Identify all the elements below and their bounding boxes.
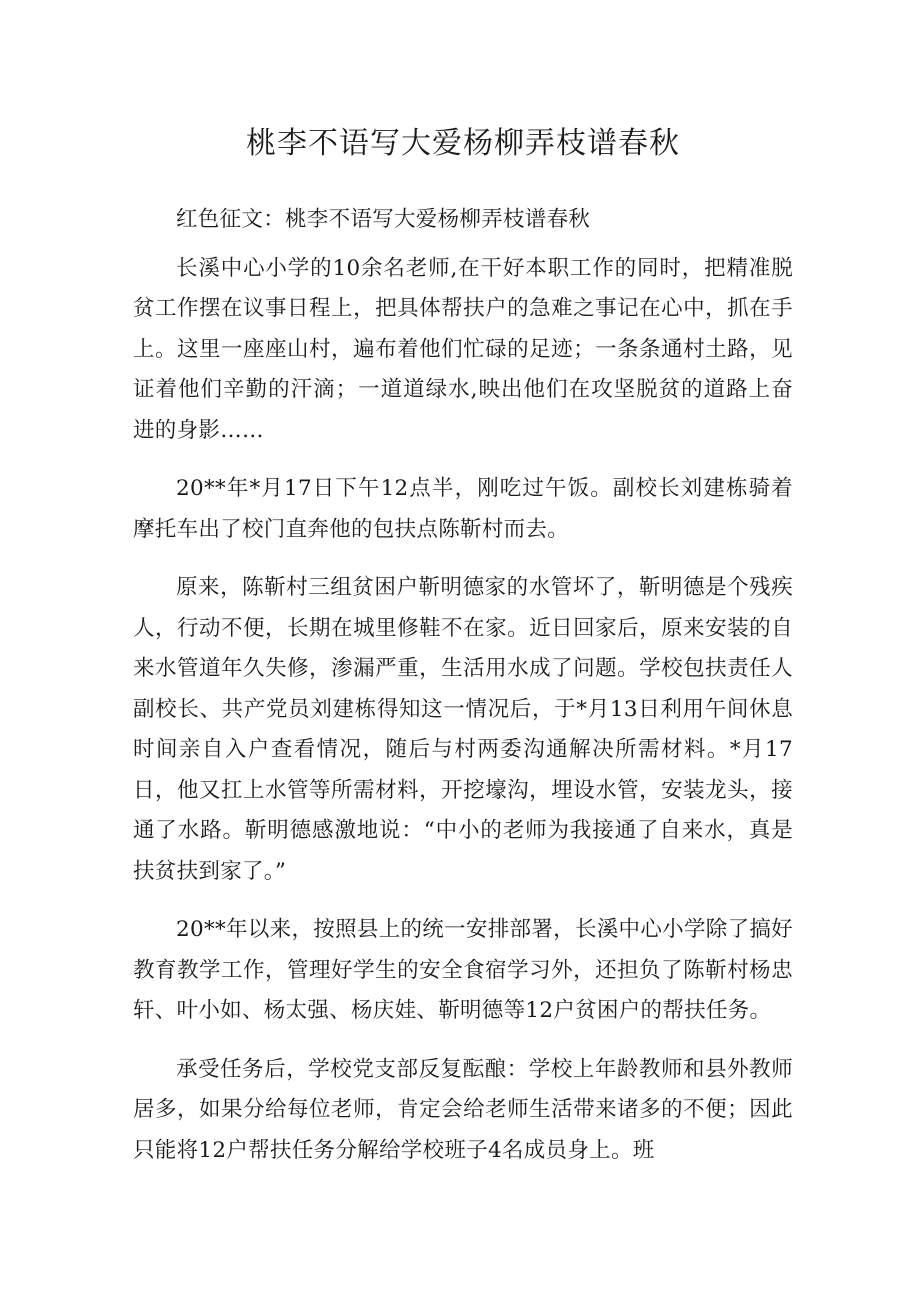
document-title: 桃李不语写大爱杨柳弄枝谱春秋 <box>246 126 680 161</box>
paragraph-story: 原来，陈靳村三组贫困户靳明德家的水管坏了，靳明德是个残疾人，行动不便，长期在城里修鞋不在家。近日回家后，原来安装的自来水管道年久失修，渗漏严重，生活用水成了问题。学校包扶责任人副校长、共产党员刘建栋得知这一情况后，于*月13日利用午间休息时间亲自入户查看情况，随后与村两委沟通解决所需材料。*月17日，他又扛上水管等所需材料，开挖壕沟，埋设水管，安装龙头，接通了水路。靳明德感激地说：“中小的老师为我接通了自来水，真是扶贫扶到家了。” <box>133 575 793 884</box>
paragraph-intro: 长溪中心小学的10余名老师,在干好本职工作的同时，把精准脱贫工作摆在议事日程上，把具体帮扶户的急难之事记在心中，抓在手上。这里一座座山村，遍布着他们忙碌的足迹；一条条通村土路，见证着他们辛勤的汗滴；一道道绿水,映出他们在攻坚脱贫的道路上奋进的身影…… <box>133 255 793 443</box>
paragraph-background: 20**年以来，按照县上的统一安排部署，长溪中心小学除了搞好教育教学工作，管理好学生的安全食宿学习外，还担负了陈靳村杨忠轩、叶小如、杨太强、杨庆娃、靳明德等12户贫困户的帮扶任务。 <box>133 917 793 1023</box>
paragraph-subtitle: 红色征文：桃李不语写大爱杨柳弄枝谱春秋 <box>176 207 591 232</box>
paragraph-event: 20**年*月17日下午12点半，刚吃过午饭。副校长刘建栋骑着摩托车出了校门直奔他的包扶点陈靳村而去。 <box>133 476 793 542</box>
document-page <box>133 118 793 1189</box>
paragraph-tasks: 承受任务后，学校党支部反复酝酿：学校上年龄教师和县外教师居多，如果分给每位老师，肯定会给老师生活带来诸多的不便；因此只能将12户帮扶任务分解给学校班子4名成员身上。班 <box>133 1056 793 1163</box>
